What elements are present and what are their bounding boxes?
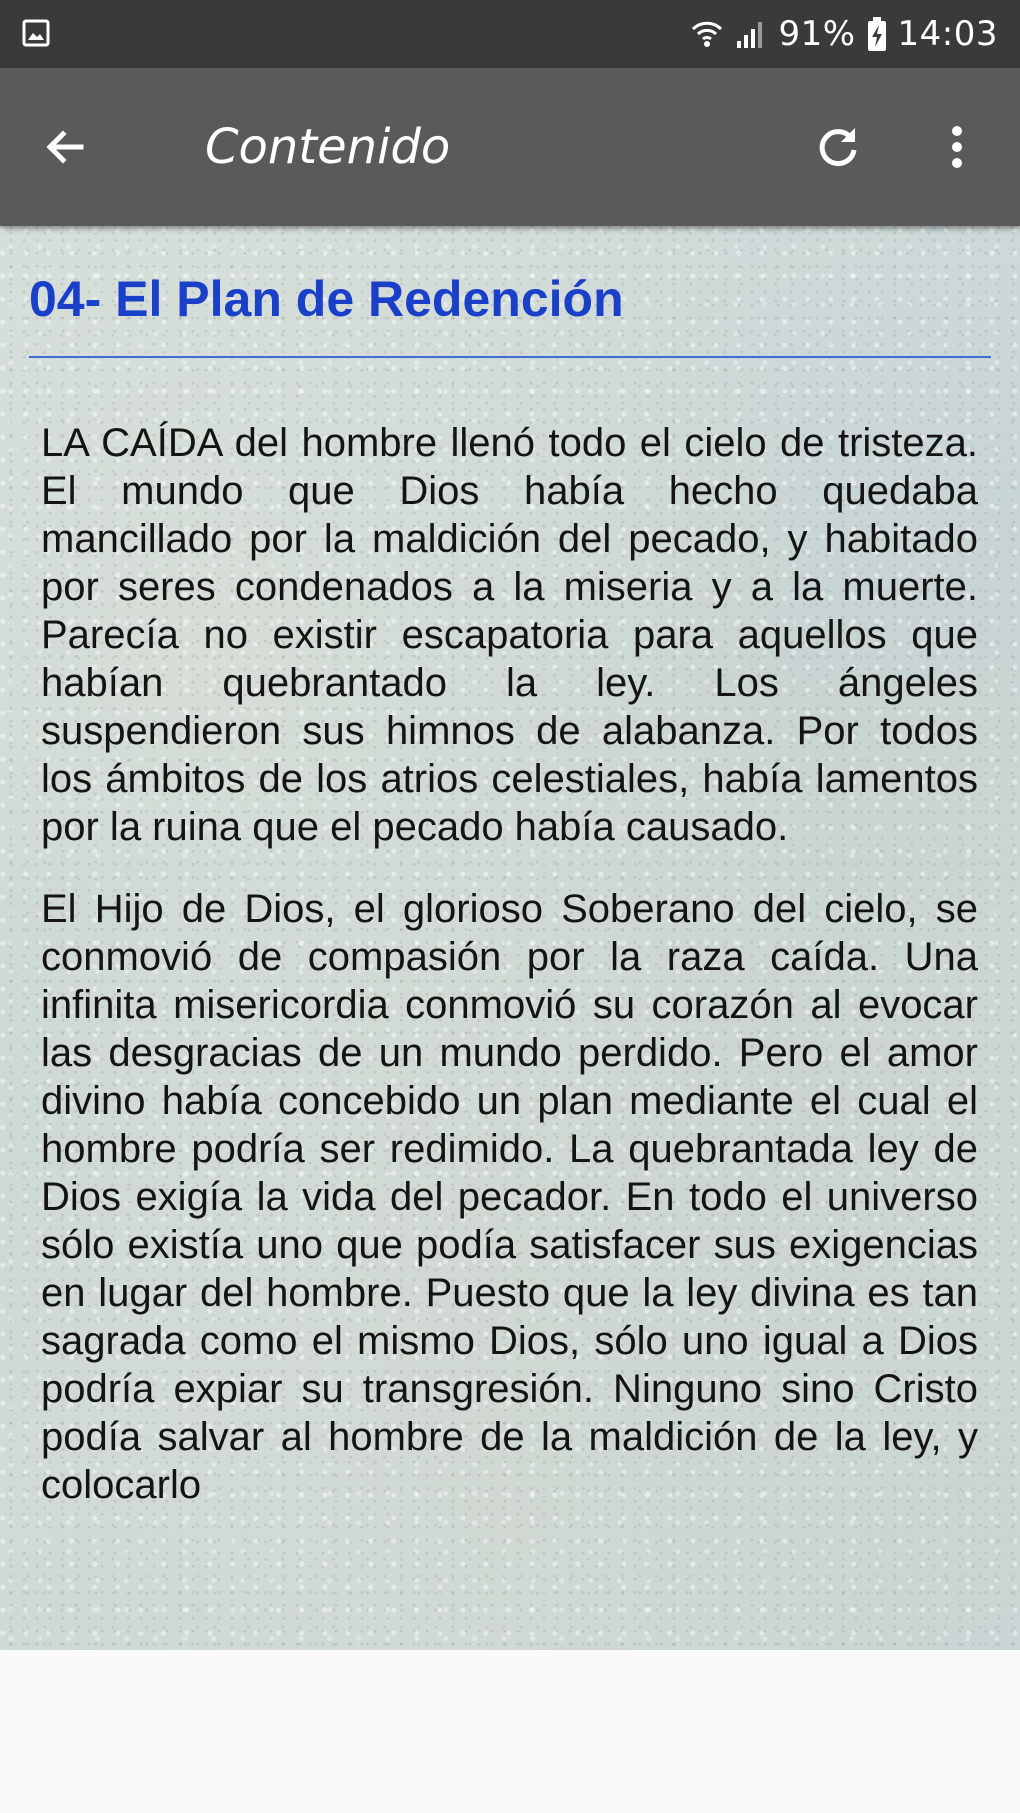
image-icon (22, 19, 50, 47)
paragraph-1: LA CAÍDA del hombre llenó todo el cielo de tristeza. El mundo que Dios había hecho quedaba mancillado por la maldición del pecado, y habitado por seres condenados a la miseria y a la muerte. Parecía no existir escapatoria para aquellos que habían quebrantado la ley. Los ángeles suspendieron sus himnos de alabanza. Por todos los ámbitos de los atrios celestiales, había lamentos por la ruina que el pecado había causado. (41, 421, 978, 849)
app-bar (0, 68, 1020, 226)
battery-charging-icon (866, 16, 888, 52)
battery-percent: 91% (778, 14, 856, 54)
back-button[interactable] (30, 112, 100, 182)
arrow-back-icon (41, 123, 89, 171)
paragraph-2: El Hijo de Dios, el glorioso Soberano del cielo, se conmovió de compasión por la raza caída. Una infinita misericordia conmovió su corazón al evocar las desgracias de un mundo perdido. Pero el amor divino había concebido un plan mediante el cual el hombre podría ser redimido. La quebrantada ley de Dios exigía la vida del pecador. En todo el universo sólo existía uno que podía satisfacer sus exigencias en lugar del hombre. Puesto que la ley divina es tan sagrada como el mismo Dios, sólo uno igual a Dios podría expiar su transgresión. Ninguno sino Cristo podía salvar al hombre de la maldición de la ley, y colocarlo (41, 887, 978, 1507)
more-vert-icon (947, 122, 967, 172)
refresh-icon (813, 122, 863, 172)
page-title: Contenido (205, 119, 451, 175)
chapter-body (41, 419, 978, 1543)
content-area[interactable] (0, 226, 1020, 1650)
heading-divider (29, 356, 991, 358)
status-time: 14:03 (897, 14, 998, 54)
wifi-icon (690, 17, 724, 51)
refresh-button[interactable] (803, 112, 873, 182)
cell-signal-icon (734, 17, 768, 51)
chapter-heading: 04- El Plan de Redención (29, 271, 624, 327)
status-indicators (690, 0, 998, 68)
more-options-button[interactable] (922, 112, 992, 182)
bottom-blank-area (0, 1650, 1020, 1813)
status-bar (0, 0, 1020, 68)
